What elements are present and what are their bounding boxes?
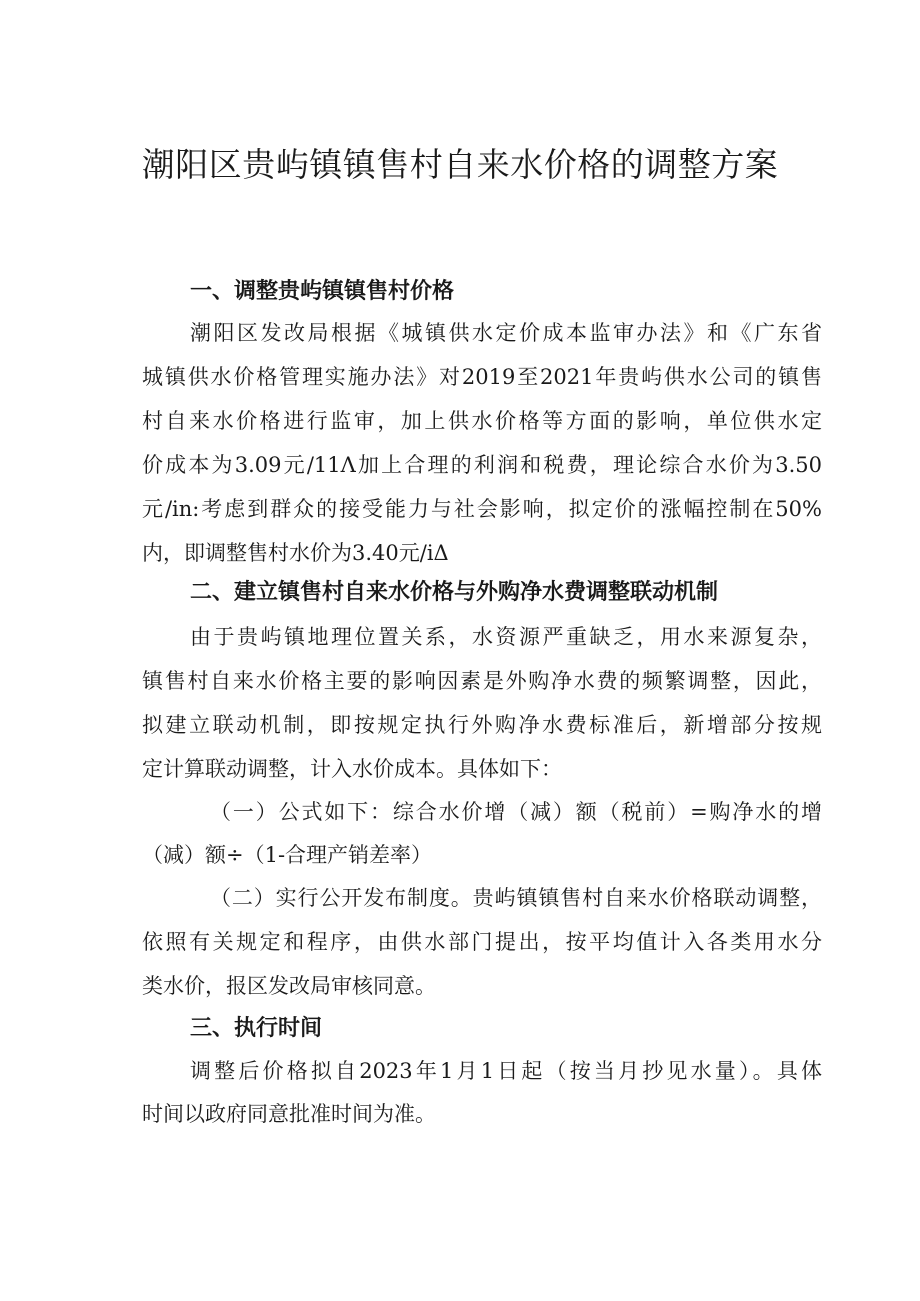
paragraph-line: 由于贵屿镇地理位置关系，水资源严重缺乏，用水来源复杂， <box>190 625 822 649</box>
paragraph-line: 城镇供水价格管理实施办法》对2019至2021年贵屿供水公司的镇售 <box>142 365 822 389</box>
section-heading-2: 二、建立镇售村自来水价格与外购净水费调整联动机制 <box>190 580 719 605</box>
paragraph-line: 拟建立联动机制，即按规定执行外购净水费标准后，新增部分按规 <box>142 713 822 737</box>
section-heading-3: 三、执行时间 <box>190 1016 323 1041</box>
list-item-line: 依照有关规定和程序，由供水部门提出，按平均值计入各类用水分 <box>142 930 822 954</box>
paragraph-line: 镇售村自来水价格主要的影响因素是外购净水费的频繁调整，因此， <box>142 669 822 693</box>
document-title: 潮阳区贵屿镇镇售村自来水价格的调整方案 <box>141 145 779 184</box>
paragraph-line: 村自来水价格进行监审，加上供水价格等方面的影响，单位供水定 <box>142 409 822 433</box>
paragraph-line: 价成本为3.09元/11Λ加上合理的利润和税费，理论综合水价为3.50 <box>142 453 822 477</box>
paragraph-line: 调整后价格拟自2023年1月1日起（按当月抄见水量）。具体 <box>190 1059 822 1083</box>
paragraph-line: 定计算联动调整，计入水价成本。具体如下： <box>142 757 562 781</box>
list-item-line: （减）额÷（1-合理产销差率） <box>142 843 433 867</box>
paragraph-line: 内，即调整售村水价为3.40元/iΔ <box>142 541 449 565</box>
list-item-line: （二）实行公开发布制度。贵屿镇镇售村自来水价格联动调整， <box>210 886 822 910</box>
section-heading-1: 一、调整贵屿镇镇售村价格 <box>190 279 455 304</box>
list-item-line: 类水价，报区发改局审核同意。 <box>142 974 436 998</box>
paragraph-line: 潮阳区发改局根据《城镇供水定价成本监审办法》和《广东省 <box>190 321 822 345</box>
paragraph-line: 时间以政府同意批准时间为准。 <box>142 1102 436 1126</box>
paragraph-line: 元/in:考虑到群众的接受能力与社会影响，拟定价的涨幅控制在50% <box>142 497 822 521</box>
list-item-line: （一）公式如下：综合水价增（减）额（税前）=购净水的增 <box>210 800 822 824</box>
